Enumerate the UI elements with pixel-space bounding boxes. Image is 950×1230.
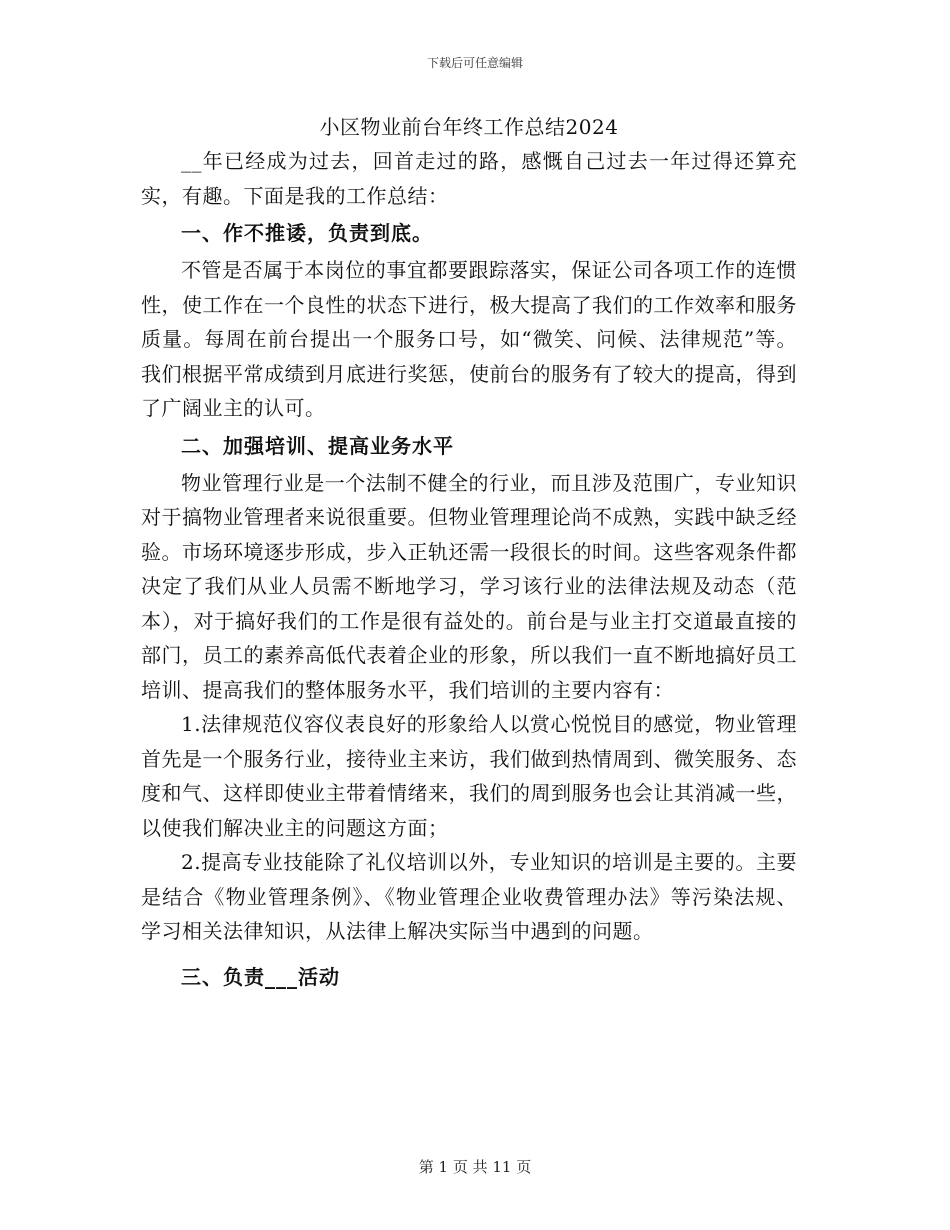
intro-paragraph: __年已经成为过去，回首走过的路，感慨自己过去一年过得还算充实，有趣。下面是我的工作总结： [141,149,797,208]
document-title: 小区物业前台年终工作总结2024 [319,115,619,139]
section-3-heading: 三、负责___活动 [181,964,340,989]
section-2-heading: 二、加强培训、提高业务水平 [181,433,454,458]
section-2-item-2: 2.提高专业技能除了礼仪培训以外，专业知识的培训是主要的。主要是结合《物业管理条例》、《物业管理企业收费管理办法》等污染法规、学习相关法律知识，从法律上解决实际当中遇到的问题。 [141,850,797,943]
section-1-heading: 一、作不推诿，负责到底。 [181,221,433,245]
section-1-paragraph: 不管是否属于本岗位的事宜都要跟踪落实，保证公司各项工作的连惯性，使工作在一个良性的状态下进行，极大提高了我们的工作效率和服务质量。每周在前台提出一个服务口号，如“微笑、问候、法律规范”等。我们根据平常成绩到月底进行奖惩，使前台的服务有了较大的提高，得到了广阔业主的认可。 [141,258,797,420]
header-note: 下载后可任意编辑 [426,56,523,70]
section-2-paragraph: 物业管理行业是一个法制不健全的行业，而且涉及范围广，专业知识对于搞物业管理者来说很重要。但物业管理理论尚不成熟，实践中缺乏经验。市场环境逐步形成，步入正轨还需一段很长的时间。这些客观条件都决定了我们从业人员需不断地学习，学习该行业的法律法规及动态（范本），对于搞好我们的工作是很有益处的。前台是与业主打交道最直接的部门，员工的素养高低代表着企业的形象，所以我们一直不断地搞好员工培训、提高我们的整体服务水平，我们培训的主要内容有： [141,470,797,702]
section-2-item-1: 1.法律规范仪容仪表良好的形象给人以赏心悦悦目的感觉，物业管理首先是一个服务行业，接待业主来访，我们做到热情周到、微笑服务、态度和气、这样即使业主带着情绪来，我们的周到服务也会让其消减一些，以使我们解决业主的问题这方面； [141,712,797,840]
document-body [141,110,797,997]
page-number: 第 1 页 共 11 页 [418,1158,532,1176]
